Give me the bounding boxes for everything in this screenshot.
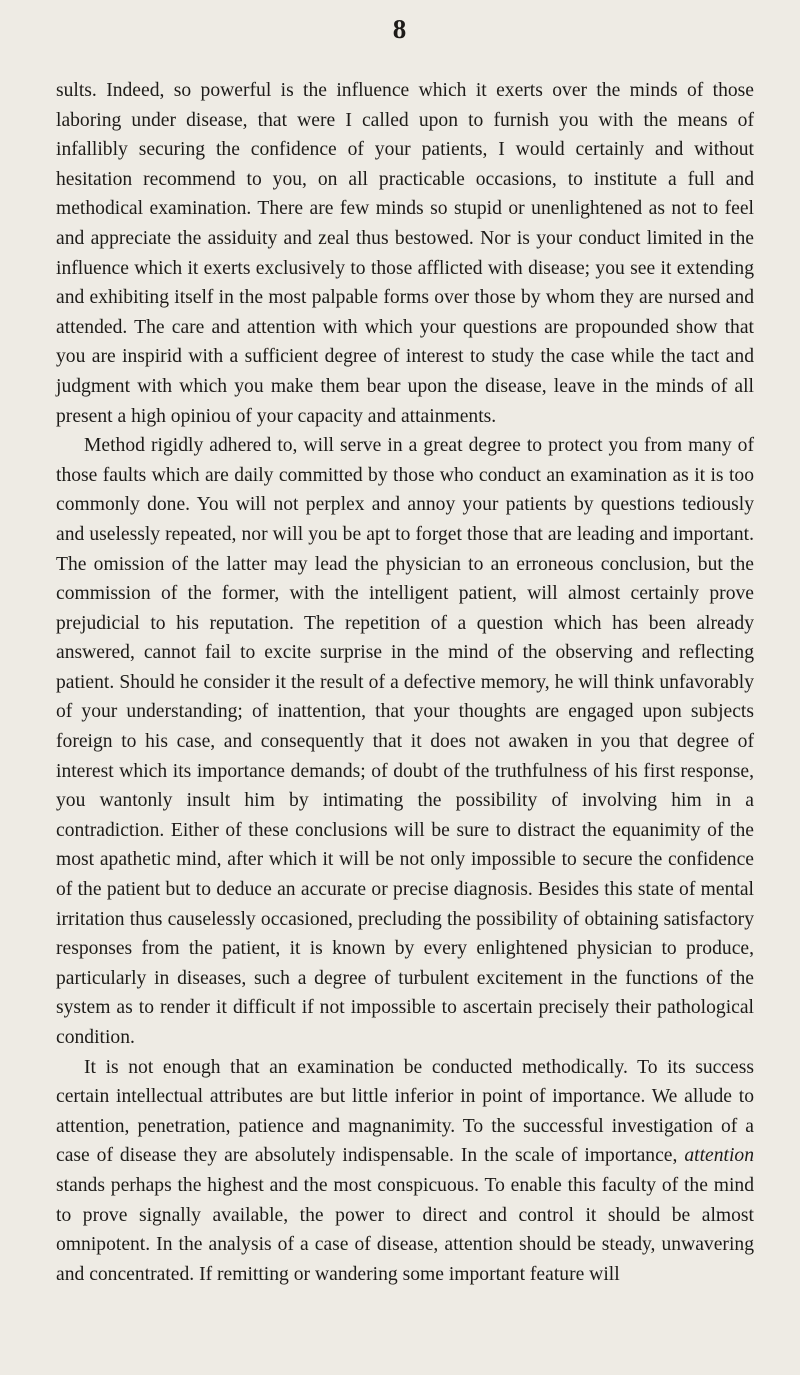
paragraph-2: Method rigidly adhered to, will serve in a great degree to protect you from many of those faults which are daily committed by those who conduct an examination as it is too commonly done. You will not perplex and annoy your patients by questions tediously and uselessly repeated, nor will you be apt to forget those that are leading and important. The omission of the latter may lead the physician to an erroneous conclusion, but the commission of the former, with the intelligent patient, will almost certainly prove prejudicial to his reputation. The repetition of a question which has been already answered, cannot fail to excite surprise in the mind of the observing and reflecting patient. Should he consider it the result of a defective memory, he will think unfavorably of your understanding; of inattention, that your thoughts are engaged upon subjects foreign to his case, and consequently that it does not awaken in you that degree of interest which its importance demands; of doubt of the truthfulness of his first response, you wantonly insult him by intimating the possibility of involving him in a contradiction. Either of these conclusions will be sure to distract the equanimity of the most apathetic mind, after which it will be not only impossible to secure the confidence of the patient but to deduce an accurate or precise diagnosis. Besides this state of mental irritation thus causelessly occasioned, precluding the possibility of obtaining satisfactory responses from the patient, it is known by every enlightened physician to produce, particularly in diseases, such a degree of turbulent excitement in the functions of the system as to render it difficult if not impossible to ascertain precisely their pathological condition. (56, 435, 754, 1048)
page-number: 8 (392, 14, 408, 44)
paragraph-1: sults. Indeed, so powerful is the influence which it exerts over the minds of those laboring under disease, that were I called upon to furnish you with the means of infallibly securing the confidence of your patients, I would certainly and without hesitation recommend to you, on all practicable occasions, to institute a full and methodical examination. There are few minds so stupid or unenlightened as not to feel and appreciate the assiduity and zeal thus bestowed. Nor is your conduct limited in the influence which it exerts exclusively to those afflicted with disease; you see it extending and exhibiting itself in the most palpable forms over those by whom they are nursed and attended. The care and attention with which your questions are propounded show that you are inspirid with a sufficient degree of interest to study the case while the tact and judgment with which you make them bear upon the disease, leave in the minds of all present a high opiniou of your capacity and attainments. (56, 80, 754, 427)
paragraph-3-text-before: It is not enough that an examination be conducted methodically. To its success certain intellectual attributes are but little inferior in point of importance. We allude to attention, penetration, patience and magnanimity. To the successful investigation of a case of disease they are absolutely indispensable. In the scale of importance, (56, 1056, 754, 1167)
paragraph-3 (56, 1053, 754, 1290)
body-text (56, 76, 754, 1289)
paragraph-3-text-after: stands perhaps the highest and the most conspicuous. To enable this faculty of the mind to prove signally available, the power to direct and control it should be almost omnipotent. In the analysis of a case of disease, attention should be steady, unwavering and concentrated. If remitting or wandering some important feature will (56, 1174, 754, 1285)
paragraph-3-emphasis: attention (684, 1145, 754, 1167)
